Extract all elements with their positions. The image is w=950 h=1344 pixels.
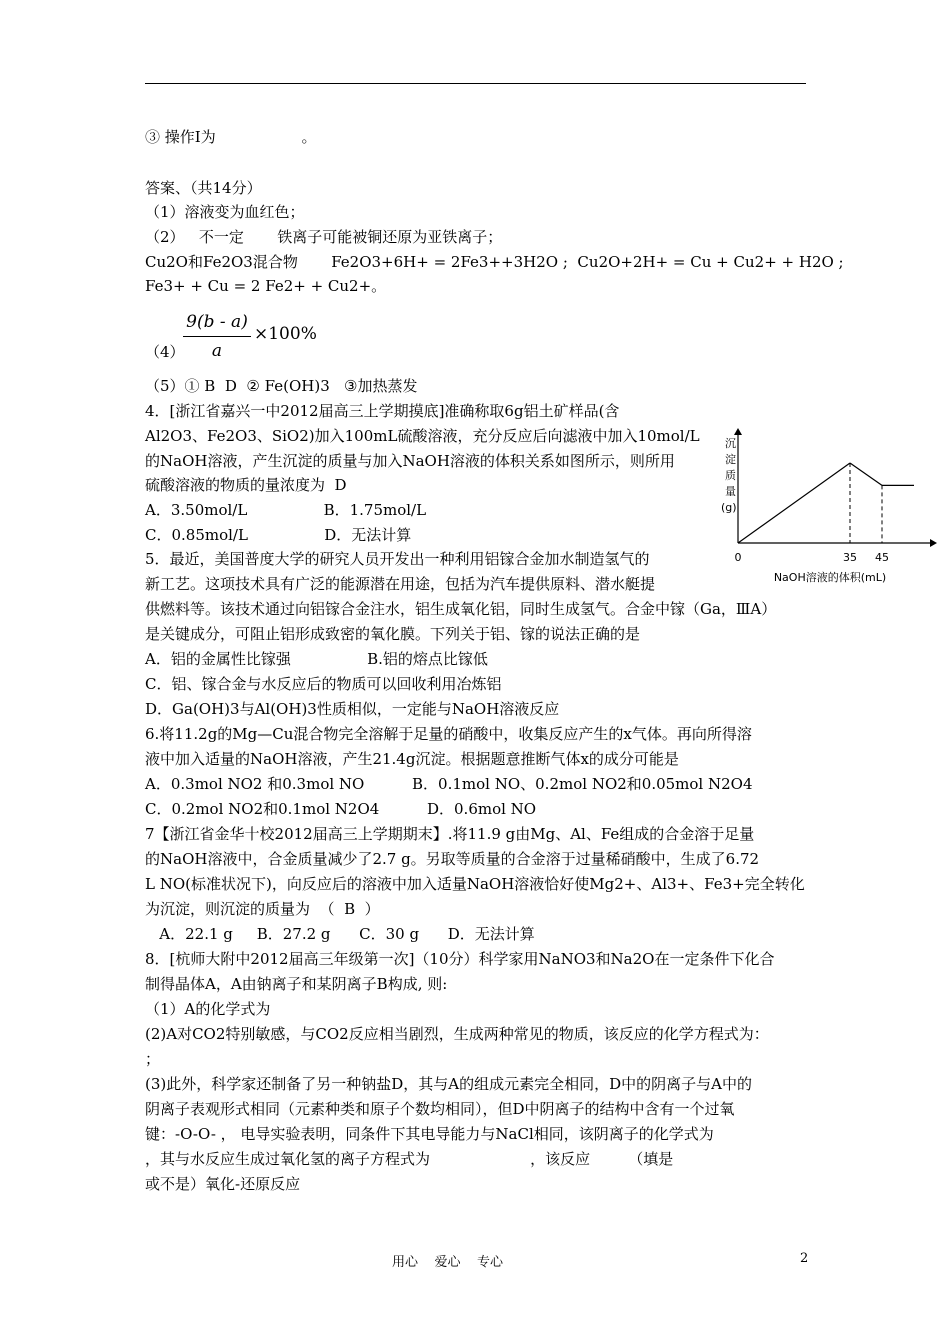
option-line: A．0.3mol NO2 和0.3mol NO B．0.1mol NO、0.2mol NO2和0.05mol N2O4 bbox=[145, 775, 753, 793]
question-7: 7【浙江省金华十校2012届高三上学期期末】.将11.9 g由Mg、Al、Fe组成的合金溶于足量 bbox=[145, 825, 755, 843]
text-line: （2） 不一定 铁离子可能被铜还原为亚铁离子； bbox=[145, 228, 503, 246]
header-rule bbox=[145, 83, 806, 84]
text-line: 新工艺。这项技术具有广泛的能源潜在用途，包括为汽车提供原料、潜水艇提 bbox=[145, 575, 656, 593]
text-line: 液中加入适量的NaOH溶液，产生21.4g沉淀。根据题意推断气体x的成分可能是 bbox=[145, 750, 679, 768]
text-line: （4） bbox=[145, 343, 185, 361]
ylabel-char: 沉 bbox=[725, 437, 736, 450]
text-line: 制得晶体A，A由钠离子和某阴离子B构成, 则: bbox=[145, 975, 448, 993]
text-line: 供燃料等。该技术通过向铝镓合金注水，铝生成氧化铝，同时生成氢气。合金中镓（Ga，ⅢA） bbox=[145, 600, 777, 618]
formula-denominator: a bbox=[211, 341, 223, 361]
answer-heading: 答案、（共14分） bbox=[145, 179, 262, 197]
x-axis-label: NaOH溶液的体积(mL) bbox=[773, 571, 887, 584]
text-line: （5）① B D ② Fe(OH)3 ③加热蒸发 bbox=[145, 377, 418, 395]
formula-numerator: 9(b - a) bbox=[186, 312, 248, 332]
formula-times: ×100% bbox=[254, 324, 317, 344]
text-line: 或不是）氧化-还原反应 bbox=[145, 1175, 301, 1193]
fraction-bar bbox=[183, 336, 251, 337]
text-line: （1）溶液变为血红色； bbox=[145, 203, 305, 221]
y-axis-arrow bbox=[734, 428, 742, 435]
ylabel-char: 量 bbox=[725, 485, 736, 498]
option-line: A．铝的金属性比镓强 B.铝的熔点比镓低 bbox=[145, 650, 488, 668]
series-segment bbox=[738, 463, 850, 543]
precipitate-chart bbox=[705, 425, 940, 595]
question-4: 4．[浙江省嘉兴一中2012届高三上学期摸底]准确称取6g铝土矿样品(含 bbox=[145, 402, 620, 420]
x-axis-arrow bbox=[930, 539, 937, 547]
text-line: 为沉淀，则沉淀的质量为 （ B ） bbox=[145, 900, 380, 918]
x-tick-label: 35 bbox=[843, 551, 857, 564]
text-line: （1）A的化学式为 bbox=[145, 1000, 271, 1018]
option-line: D．Ga(OH)3与Al(OH)3性质相似，一定能与NaOH溶液反应 bbox=[145, 700, 560, 718]
text-line: Cu2O和Fe2O3混合物 Fe2O3+6H+ = 2Fe3++3H2O ; Cu2O+2H+ = Cu + Cu2+ + H2O ; bbox=[145, 253, 844, 271]
footer-slogan: 用心 爱心 专心 bbox=[392, 1255, 504, 1270]
x-tick-label: 45 bbox=[875, 551, 889, 564]
text-line: 的NaOH溶液中，合金质量减少了2.7 g。另取等质量的合金溶于过量稀硝酸中，生成了6.72 bbox=[145, 850, 760, 868]
ylabel-unit: (g) bbox=[721, 501, 737, 514]
text-line: (3)此外，科学家还制备了另一种钠盐D，其与A的组成元素完全相同，D中的阴离子与A中的 bbox=[145, 1075, 752, 1093]
text-line: ，其与水反应生成过氧化氢的离子方程式为 ，该反应 （填是 bbox=[145, 1150, 674, 1168]
option-line: A．3.50mol/L B．1.75mol/L bbox=[145, 501, 427, 519]
text-line: ③ 操作Ⅰ为 。 bbox=[145, 128, 317, 146]
question-6: 6.将11.2g的Mg—Cu混合物完全溶解于足量的硝酸中，收集反应产生的x气体。再向所得溶 bbox=[145, 725, 752, 743]
option-line: C．铝、镓合金与水反应后的物质可以回收利用冶炼铝 bbox=[145, 675, 502, 693]
text-line: 键：-O-O- ， 电导实验表明，同条件下其电导能力与NaCl相同，该阴离子的化学式为 bbox=[145, 1125, 714, 1143]
option-line: C．0.2mol NO2和0.1mol N2O4 D．0.6mol NO bbox=[145, 800, 537, 818]
text-line: 是关键成分，可阻止铝形成致密的氧化膜。下列关于铝、镓的说法正确的是 bbox=[145, 625, 641, 643]
series-segment bbox=[850, 463, 882, 485]
ylabel-char: 质 bbox=[725, 469, 736, 482]
ylabel-char: 淀 bbox=[725, 453, 736, 466]
question-8: 8．[杭师大附中2012届高三年级第一次]（10分）科学家用NaNO3和Na2O在一定条件下化合 bbox=[145, 950, 775, 968]
text-line: Al2O3、Fe2O3、SiO2)加入100mL硫酸溶液，充分反应后向滤液中加入10mol/L bbox=[145, 427, 700, 445]
option-line: C．0.85mol/L D．无法计算 bbox=[145, 526, 412, 544]
page-number: 2 bbox=[800, 1251, 809, 1266]
text-line: 硫酸溶液的物质的量浓度为 D bbox=[145, 476, 347, 494]
text-line: (2)A对CO2特别敏感，与CO2反应相当剧烈，生成两种常见的物质，该反应的化学方程式为： bbox=[145, 1025, 769, 1043]
text-line: 的NaOH溶液，产生沉淀的质量与加入NaOH溶液的体积关系如图所示，则所用 bbox=[145, 452, 675, 470]
x-tick-label: 0 bbox=[734, 551, 742, 564]
option-line: A．22.1 g B．27.2 g C．30 g D．无法计算 bbox=[145, 925, 535, 943]
text-line: 阴离子表观形式相同（元素种类和原子个数均相同），但D中阴离子的结构中含有一个过氧 bbox=[145, 1100, 735, 1118]
text-line: Fe3+ + Cu = 2 Fe2+ + Cu2+。 bbox=[145, 277, 387, 295]
question-5: 5．最近，美国普度大学的研究人员开发出一种利用铝镓合金加水制造氢气的 bbox=[145, 550, 650, 568]
text-line: L NO(标准状况下)，向反应后的溶液中加入适量NaOH溶液恰好使Mg2+、Al3+、Fe3+完全转化 bbox=[145, 875, 805, 893]
text-line: ； bbox=[145, 1050, 161, 1068]
